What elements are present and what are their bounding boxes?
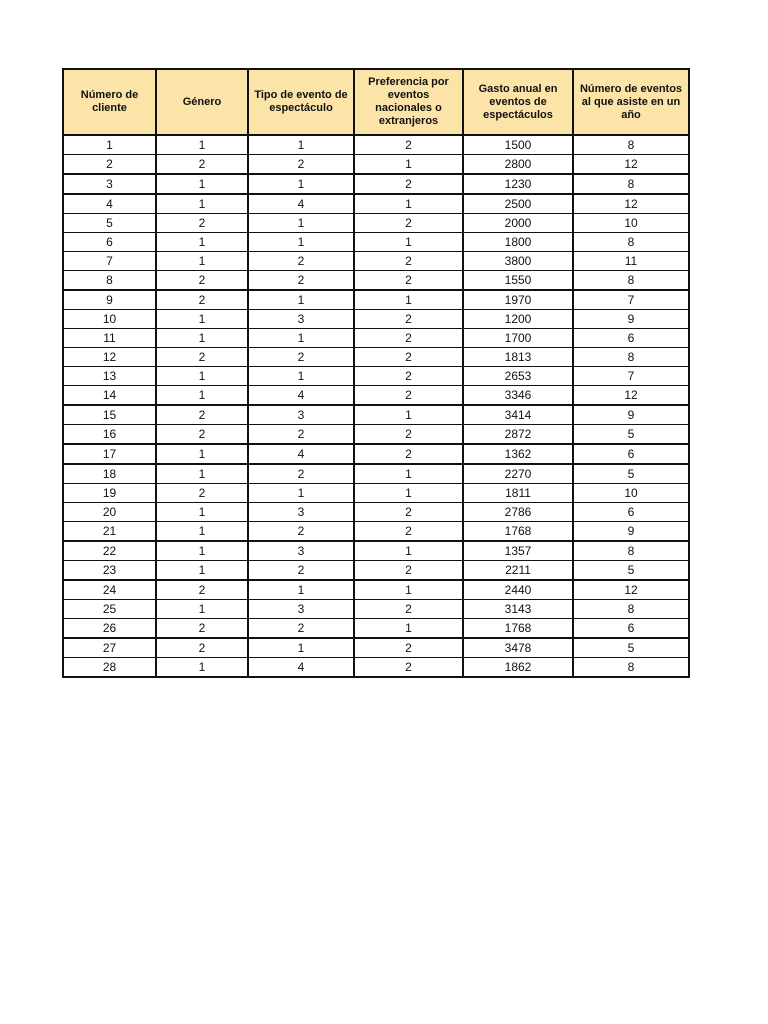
table-cell[interactable]: 11 <box>63 329 156 348</box>
table-row <box>63 174 689 194</box>
table-cell[interactable]: 9 <box>573 522 689 542</box>
table-cell[interactable]: 2 <box>354 503 463 522</box>
table-cell[interactable]: 2500 <box>463 194 573 214</box>
table-cell[interactable]: 2 <box>156 290 248 310</box>
table-cell[interactable]: 1 <box>248 638 354 658</box>
table-cell[interactable]: 1768 <box>463 522 573 542</box>
table-cell[interactable]: 1700 <box>463 329 573 348</box>
table-row <box>63 194 689 214</box>
table-cell[interactable]: 2 <box>354 561 463 581</box>
table-cell[interactable]: 23 <box>63 561 156 581</box>
table-cell[interactable]: 1200 <box>463 310 573 329</box>
table-cell[interactable]: 1 <box>156 135 248 155</box>
header-numero-de-cliente[interactable]: Número de cliente <box>63 69 156 135</box>
table-cell[interactable]: 2 <box>248 561 354 581</box>
table-cell[interactable]: 7 <box>573 290 689 310</box>
table-cell[interactable]: 1 <box>156 561 248 581</box>
table-cell[interactable]: 2 <box>156 271 248 291</box>
table-cell[interactable]: 1550 <box>463 271 573 291</box>
table-row <box>63 522 689 542</box>
table-cell[interactable]: 15 <box>63 405 156 425</box>
table-cell[interactable]: 1 <box>248 233 354 252</box>
table-cell[interactable]: 4 <box>63 194 156 214</box>
table-cell[interactable]: 1 <box>248 367 354 386</box>
table-cell[interactable]: 2 <box>156 155 248 175</box>
table-cell[interactable]: 2270 <box>463 464 573 484</box>
table-cell[interactable]: 1800 <box>463 233 573 252</box>
header-tipo-de-evento[interactable]: Tipo de evento de espectáculo <box>248 69 354 135</box>
table-cell[interactable]: 12 <box>573 386 689 406</box>
table-cell[interactable]: 5 <box>573 561 689 581</box>
table-cell[interactable]: 1 <box>156 329 248 348</box>
table-cell[interactable]: 2440 <box>463 580 573 600</box>
table-cell[interactable]: 8 <box>573 600 689 619</box>
table-cell[interactable]: 6 <box>573 619 689 639</box>
table-cell[interactable]: 5 <box>573 464 689 484</box>
table-cell[interactable]: 2 <box>354 135 463 155</box>
header-gasto-anual[interactable]: Gasto anual en eventos de espectáculos <box>463 69 573 135</box>
table-cell[interactable]: 1811 <box>463 484 573 503</box>
table-cell[interactable]: 3346 <box>463 386 573 406</box>
table-cell[interactable]: 4 <box>248 444 354 464</box>
table-row <box>63 135 689 155</box>
table-cell[interactable]: 3414 <box>463 405 573 425</box>
table-cell[interactable]: 2 <box>354 600 463 619</box>
table-cell[interactable]: 8 <box>573 174 689 194</box>
table-row <box>63 580 689 600</box>
table-cell[interactable]: 1 <box>63 135 156 155</box>
table-cell[interactable]: 3143 <box>463 600 573 619</box>
table-cell[interactable]: 22 <box>63 541 156 561</box>
table-cell[interactable]: 1768 <box>463 619 573 639</box>
table-row <box>63 271 689 291</box>
table-cell[interactable]: 21 <box>63 522 156 542</box>
table-header <box>63 69 689 135</box>
table-cell[interactable]: 1 <box>354 541 463 561</box>
table-cell[interactable]: 2 <box>354 444 463 464</box>
table-cell[interactable]: 1 <box>156 658 248 678</box>
table-cell[interactable]: 10 <box>573 214 689 233</box>
table-row <box>63 464 689 484</box>
table-cell[interactable]: 8 <box>63 271 156 291</box>
table-row <box>63 310 689 329</box>
table-cell[interactable]: 6 <box>573 329 689 348</box>
header-row <box>63 69 689 135</box>
table-cell[interactable]: 1 <box>248 484 354 503</box>
table-cell[interactable]: 1357 <box>463 541 573 561</box>
table-cell[interactable]: 8 <box>573 541 689 561</box>
table-cell[interactable]: 2 <box>156 425 248 445</box>
table-cell[interactable]: 2 <box>354 658 463 678</box>
header-numero-de-eventos[interactable]: Número de eventos al que asiste en un año <box>573 69 689 135</box>
table-cell[interactable]: 1 <box>248 174 354 194</box>
table-row <box>63 638 689 658</box>
table-row <box>63 600 689 619</box>
table-cell[interactable]: 2 <box>248 348 354 367</box>
table-cell[interactable]: 2 <box>248 522 354 542</box>
table-cell[interactable]: 24 <box>63 580 156 600</box>
table-cell[interactable]: 2786 <box>463 503 573 522</box>
table-cell[interactable]: 1 <box>156 600 248 619</box>
table-cell[interactable]: 2 <box>248 619 354 639</box>
table-cell[interactable]: 1 <box>156 252 248 271</box>
table-cell[interactable]: 10 <box>63 310 156 329</box>
table-cell[interactable]: 2 <box>248 464 354 484</box>
table-cell[interactable]: 8 <box>573 271 689 291</box>
table-cell[interactable]: 16 <box>63 425 156 445</box>
table-row <box>63 233 689 252</box>
table-cell[interactable]: 2 <box>354 522 463 542</box>
table-cell[interactable]: 2 <box>354 425 463 445</box>
table-cell[interactable]: 2 <box>354 386 463 406</box>
table-cell[interactable]: 1 <box>156 464 248 484</box>
table-row <box>63 503 689 522</box>
table-cell[interactable]: 2 <box>63 155 156 175</box>
table-cell[interactable]: 12 <box>573 580 689 600</box>
table-cell[interactable]: 1 <box>248 214 354 233</box>
table-cell[interactable]: 1 <box>354 464 463 484</box>
table-cell[interactable]: 5 <box>573 425 689 445</box>
table-cell[interactable]: 6 <box>573 444 689 464</box>
table-cell[interactable]: 9 <box>573 405 689 425</box>
table-row <box>63 541 689 561</box>
header-preferencia[interactable]: Preferencia por eventos nacionales o extranjeros <box>354 69 463 135</box>
table-cell[interactable]: 8 <box>573 658 689 678</box>
table-row <box>63 290 689 310</box>
table-row <box>63 252 689 271</box>
table-cell[interactable]: 2 <box>354 310 463 329</box>
table-cell[interactable]: 3478 <box>463 638 573 658</box>
table-cell[interactable]: 12 <box>573 194 689 214</box>
table-cell[interactable]: 1 <box>354 484 463 503</box>
table-cell[interactable]: 5 <box>573 638 689 658</box>
table-cell[interactable]: 3 <box>63 174 156 194</box>
table-cell[interactable]: 12 <box>63 348 156 367</box>
table-cell[interactable]: 2 <box>354 214 463 233</box>
data-table <box>62 68 690 678</box>
table-cell[interactable]: 2 <box>156 638 248 658</box>
table-cell[interactable]: 2 <box>354 367 463 386</box>
table-cell[interactable]: 2 <box>156 348 248 367</box>
table-cell[interactable]: 2 <box>156 405 248 425</box>
table-cell[interactable]: 2 <box>156 580 248 600</box>
table-row <box>63 444 689 464</box>
table-cell[interactable]: 1230 <box>463 174 573 194</box>
table-cell[interactable]: 14 <box>63 386 156 406</box>
table-cell[interactable]: 2000 <box>463 214 573 233</box>
table-cell[interactable]: 1362 <box>463 444 573 464</box>
table-cell[interactable]: 2 <box>248 271 354 291</box>
table-cell[interactable]: 2653 <box>463 367 573 386</box>
table-cell[interactable]: 1 <box>248 580 354 600</box>
table-cell[interactable]: 1 <box>156 194 248 214</box>
table-cell[interactable]: 17 <box>63 444 156 464</box>
table-cell[interactable]: 27 <box>63 638 156 658</box>
table-cell[interactable]: 1 <box>156 233 248 252</box>
table-cell[interactable]: 2 <box>354 348 463 367</box>
table-cell[interactable]: 1862 <box>463 658 573 678</box>
table-cell[interactable]: 2 <box>354 252 463 271</box>
table-cell[interactable]: 1 <box>156 310 248 329</box>
table-cell[interactable]: 1 <box>248 329 354 348</box>
table-cell[interactable]: 3 <box>248 541 354 561</box>
table-cell[interactable]: 5 <box>63 214 156 233</box>
table-cell[interactable]: 28 <box>63 658 156 678</box>
table-cell[interactable]: 8 <box>573 348 689 367</box>
table-cell[interactable]: 1970 <box>463 290 573 310</box>
table-cell[interactable]: 12 <box>573 155 689 175</box>
table-row <box>63 425 689 445</box>
table-cell[interactable]: 7 <box>573 367 689 386</box>
table-cell[interactable]: 1 <box>354 619 463 639</box>
table-cell[interactable]: 1 <box>156 541 248 561</box>
table-row <box>63 405 689 425</box>
table-cell[interactable]: 2 <box>156 484 248 503</box>
table-cell[interactable]: 6 <box>63 233 156 252</box>
table-cell[interactable]: 25 <box>63 600 156 619</box>
table-cell[interactable]: 2 <box>248 252 354 271</box>
table-cell[interactable]: 1813 <box>463 348 573 367</box>
table-row <box>63 214 689 233</box>
table-cell[interactable]: 6 <box>573 503 689 522</box>
table-cell[interactable]: 7 <box>63 252 156 271</box>
table-cell[interactable]: 8 <box>573 233 689 252</box>
table-cell[interactable]: 1 <box>354 580 463 600</box>
table-cell[interactable]: 4 <box>248 658 354 678</box>
table-cell[interactable]: 18 <box>63 464 156 484</box>
table-cell[interactable]: 26 <box>63 619 156 639</box>
table-cell[interactable]: 1 <box>354 233 463 252</box>
table-cell[interactable]: 3800 <box>463 252 573 271</box>
table-cell[interactable]: 1 <box>354 290 463 310</box>
table-cell[interactable]: 13 <box>63 367 156 386</box>
table-cell[interactable]: 4 <box>248 386 354 406</box>
table-cell[interactable]: 1 <box>354 405 463 425</box>
table-cell[interactable]: 1 <box>156 386 248 406</box>
table-cell[interactable]: 3 <box>248 310 354 329</box>
table-cell[interactable]: 1 <box>248 290 354 310</box>
table-cell[interactable]: 2872 <box>463 425 573 445</box>
table-cell[interactable]: 3 <box>248 405 354 425</box>
table-cell[interactable]: 2 <box>248 425 354 445</box>
table-cell[interactable]: 11 <box>573 252 689 271</box>
table-cell[interactable]: 2 <box>156 214 248 233</box>
table-row <box>63 329 689 348</box>
table-cell[interactable]: 1 <box>248 135 354 155</box>
table-cell[interactable]: 20 <box>63 503 156 522</box>
table-row <box>63 386 689 406</box>
table-row <box>63 561 689 581</box>
table-cell[interactable]: 1 <box>354 194 463 214</box>
table-row <box>63 658 689 678</box>
table-row <box>63 484 689 503</box>
table-cell[interactable]: 1 <box>156 503 248 522</box>
table-cell[interactable]: 2800 <box>463 155 573 175</box>
table-cell[interactable]: 9 <box>573 310 689 329</box>
table-cell[interactable]: 2 <box>354 329 463 348</box>
table-cell[interactable]: 1 <box>156 522 248 542</box>
table-cell[interactable]: 19 <box>63 484 156 503</box>
table-cell[interactable]: 1 <box>354 155 463 175</box>
table-row <box>63 348 689 367</box>
header-genero[interactable]: Género <box>156 69 248 135</box>
table-cell[interactable]: 1 <box>156 367 248 386</box>
table-row <box>63 155 689 175</box>
table-cell[interactable]: 9 <box>63 290 156 310</box>
table-row <box>63 619 689 639</box>
table-cell[interactable]: 2211 <box>463 561 573 581</box>
table-cell[interactable]: 10 <box>573 484 689 503</box>
table-cell[interactable]: 2 <box>156 619 248 639</box>
table-body <box>63 135 689 677</box>
table-cell[interactable]: 2 <box>248 155 354 175</box>
table-cell[interactable]: 4 <box>248 194 354 214</box>
table-cell[interactable]: 2 <box>354 174 463 194</box>
table-cell[interactable]: 1500 <box>463 135 573 155</box>
table-cell[interactable]: 8 <box>573 135 689 155</box>
table-cell[interactable]: 3 <box>248 503 354 522</box>
table-cell[interactable]: 2 <box>354 638 463 658</box>
table-cell[interactable]: 3 <box>248 600 354 619</box>
table-cell[interactable]: 2 <box>354 271 463 291</box>
table-cell[interactable]: 1 <box>156 174 248 194</box>
table-row <box>63 367 689 386</box>
table-cell[interactable]: 1 <box>156 444 248 464</box>
